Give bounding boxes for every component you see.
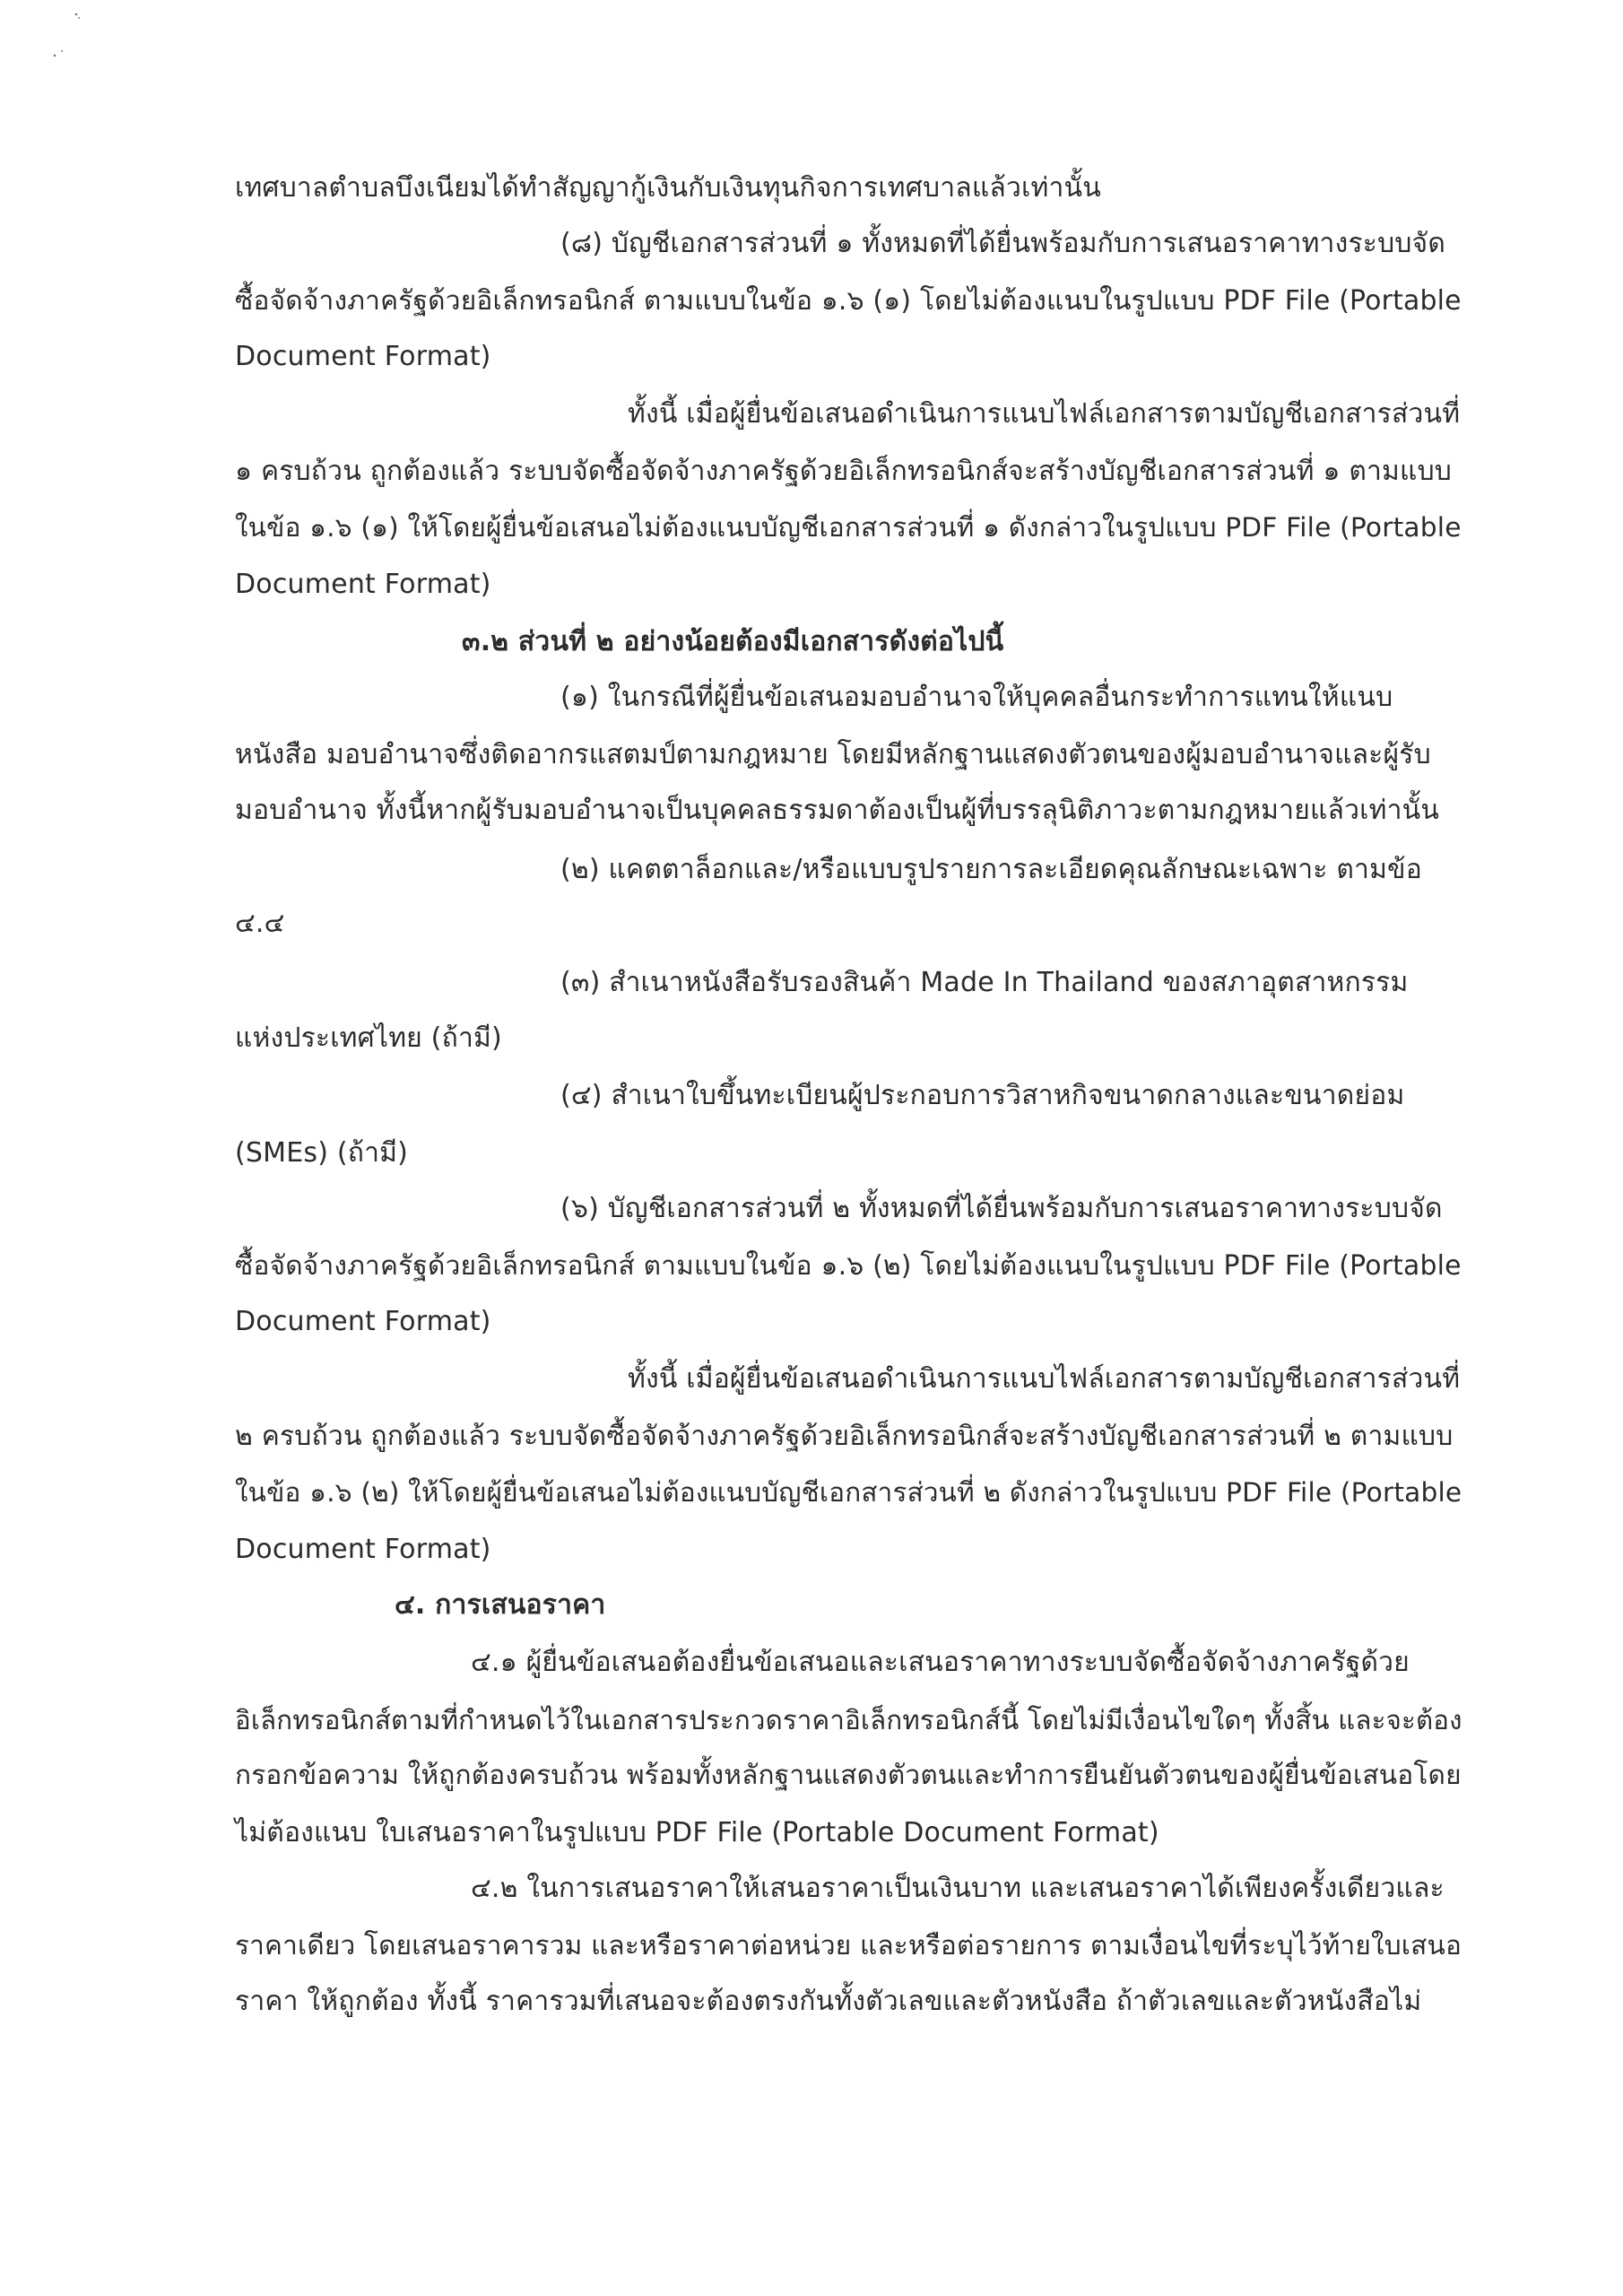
scan-specks bbox=[49, 9, 85, 63]
text-line: กรอกข้อความ ให้ถูกต้องครบถ้วน พร้อมทั้งหลักฐานแสดงตัวตนและทำการยืนยันตัวตนของผู้ยื่นข้อเสนอโดย bbox=[235, 1760, 1462, 1791]
text-line: ๔.๒ ในการเสนอราคาให้เสนอราคาเป็นเงินบาท และเสนอราคาได้เพียงครั้งเดียวและ bbox=[471, 1873, 1445, 1904]
text-line: Document Format) bbox=[235, 1306, 491, 1337]
text-line: อิเล็กทรอนิกส์ตามที่กำหนดไว้ในเอกสารประกวดราคาอิเล็กทรอนิกส์นี้ โดยไม่มีเงื่อนไขใดๆ ทั้งสิ้น และจะต้อง bbox=[235, 1705, 1462, 1735]
text-line: มอบอำนาจ ทั้งนี้หากผู้รับมอบอำนาจเป็นบุคคลธรรมดาต้องเป็นผู้ที่บรรลุนิติภาวะตามกฎหมายแล้วเท่านั้น bbox=[235, 795, 1440, 826]
text-line: ๔.๑ ผู้ยื่นข้อเสนอต้องยื่นข้อเสนอและเสนอราคาทางระบบจัดซื้อจัดจ้างภาครัฐด้วย bbox=[471, 1647, 1410, 1678]
text-line: เทศบาลตำบลบึงเนียมได้ทำสัญญากู้เงินกับเงินทุนกิจการเทศบาลแล้วเท่านั้น bbox=[235, 172, 1101, 204]
text-line: ในข้อ ๑.๖ (๒) ให้โดยผู้ยื่นข้อเสนอไม่ต้องแนบบัญชีเอกสารส่วนที่ ๒ ดังกล่าวในรูปแบบ PDF File (Portable bbox=[235, 1477, 1462, 1508]
section-heading: ๔. การเสนอราคา bbox=[395, 1589, 606, 1621]
text-line: ๔.๔ bbox=[235, 908, 285, 939]
text-line: ๒ ครบถ้วน ถูกต้องแล้ว ระบบจัดซื้อจัดจ้างภาครัฐด้วยอิเล็กทรอนิกส์จะสร้างบัญชีเอกสารส่วนที่ ๒ ตามแบบ bbox=[235, 1421, 1454, 1452]
text-line: ซื้อจัดจ้างภาครัฐด้วยอิเล็กทรอนิกส์ ตามแบบในข้อ ๑.๖ (๒) โดยไม่ต้องแนบในรูปแบบ PDF File (Portable bbox=[235, 1250, 1462, 1282]
text-line: (๖) บัญชีเอกสารส่วนที่ ๒ ทั้งหมดที่ได้ยื่นพร้อมกับการเสนอราคาทางระบบจัด bbox=[560, 1193, 1443, 1224]
text-line: ทั้งนี้ เมื่อผู้ยื่นข้อเสนอดำเนินการแนบไฟล์เอกสารตามบัญชีเอกสารส่วนที่ bbox=[628, 398, 1461, 430]
text-line: (๑) ในกรณีที่ผู้ยื่นข้อเสนอมอบอำนาจให้บุคคลอื่นกระทำการแทนให้แนบ bbox=[560, 682, 1393, 713]
text-line: ซื้อจัดจ้างภาครัฐด้วยอิเล็กทรอนิกส์ ตามแบบในข้อ ๑.๖ (๑) โดยไม่ต้องแนบในรูปแบบ PDF File (Portable bbox=[235, 285, 1462, 317]
text-line: ๑ ครบถ้วน ถูกต้องแล้ว ระบบจัดซื้อจัดจ้างภาครัฐด้วยอิเล็กทรอนิกส์จะสร้างบัญชีเอกสารส่วนที่ ๑ ตามแบบ bbox=[235, 456, 1453, 487]
text-line: ทั้งนี้ เมื่อผู้ยื่นข้อเสนอดำเนินการแนบไฟล์เอกสารตามบัญชีเอกสารส่วนที่ bbox=[628, 1363, 1461, 1395]
text-line: Document Format) bbox=[235, 1534, 491, 1565]
text-line: (๘) บัญชีเอกสารส่วนที่ ๑ ทั้งหมดที่ได้ยื่นพร้อมกับการเสนอราคาทางระบบจัด bbox=[560, 228, 1446, 259]
text-line: (SMEs) (ถ้ามี) bbox=[235, 1137, 409, 1169]
text-line: Document Format) bbox=[235, 341, 491, 372]
text-line: แห่งประเทศไทย (ถ้ามี) bbox=[235, 1022, 502, 1054]
text-line: ราคาเดียว โดยเสนอราคารวม และหรือราคาต่อหน่วย และหรือต่อรายการ ตามเงื่อนไขที่ระบุไว้ท้ายใบเสนอ bbox=[235, 1930, 1462, 1961]
text-line: หนังสือ มอบอำนาจซึ่งติดอากรแสตมป์ตามกฎหมาย โดยมีหลักฐานแสดงตัวตนของผู้มอบอำนาจและผู้รับ bbox=[235, 739, 1431, 770]
text-line: Document Format) bbox=[235, 569, 491, 600]
text-line: (๔) สำเนาใบขึ้นทะเบียนผู้ประกอบการวิสาหกิจขนาดกลางและขนาดย่อม bbox=[560, 1080, 1405, 1111]
text-line: (๒) แคตตาล็อกและ/หรือแบบรูปรายการละเอียดคุณลักษณะเฉพาะ ตามข้อ bbox=[560, 854, 1422, 885]
text-line: ในข้อ ๑.๖ (๑) ให้โดยผู้ยื่นข้อเสนอไม่ต้องแนบบัญชีเอกสารส่วนที่ ๑ ดังกล่าวในรูปแบบ PDF File (Portable bbox=[235, 511, 1462, 543]
section-heading: ๓.๒ ส่วนที่ ๒ อย่างน้อยต้องมีเอกสารดังต่อไปนี้ bbox=[462, 626, 1004, 657]
text-line: (๓) สำเนาหนังสือรับรองสินค้า Made In Thailand ของสภาอุตสาหกรรม bbox=[560, 967, 1409, 998]
text-line: ไม่ต้องแนบ ใบเสนอราคาในรูปแบบ PDF File (Portable Document Format) bbox=[235, 1817, 1159, 1848]
text-line: ราคา ให้ถูกต้อง ทั้งนี้ ราคารวมที่เสนอจะต้องตรงกันทั้งตัวเลขและตัวหนังสือ ถ้าตัวเลขและตัวหนังสือไม่ bbox=[235, 1986, 1422, 2017]
